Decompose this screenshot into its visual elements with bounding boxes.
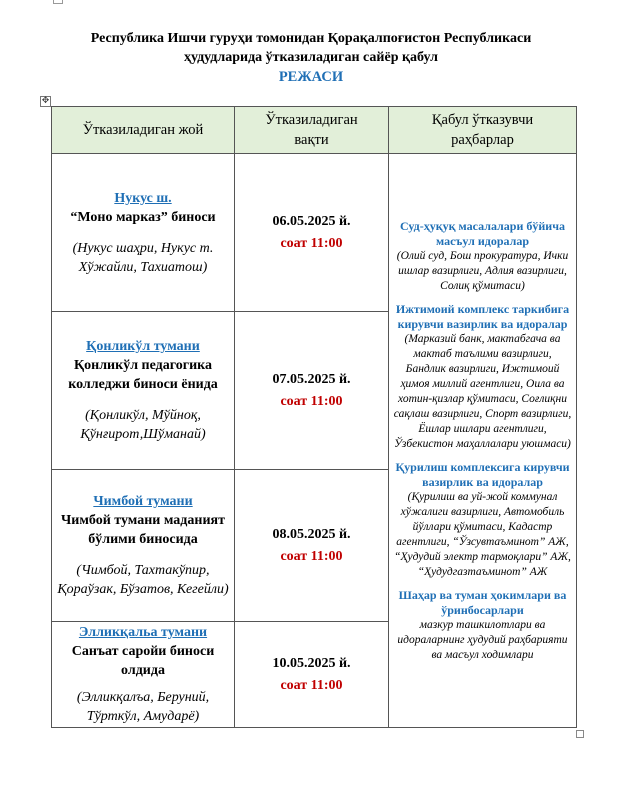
time-cell xyxy=(235,312,389,470)
place-cell xyxy=(52,312,235,470)
leader-group-details: (Марказий банк, мактабгача ва мактаб таълими вазирлиги, Бандлик вазирлиги, Ижтимоий ҳимоя миллий агентлиги, Оила ва хотин-қизлар қўмитаси, Соғлиқни сақлаш вазирлиги, Спорт вазирлиги, Ёшлар ишлари агентлиги, Ўзбекистон маҳаллалари уюшмаси) xyxy=(393,332,572,450)
covered-areas: (Қонликўл, Мўйноқ, Қўнғирот,Шўманай) xyxy=(80,408,206,442)
leader-group xyxy=(392,588,573,663)
leader-group xyxy=(392,460,573,580)
district-name: Элликқальа тумани xyxy=(78,625,208,640)
doc-title-line1: Республика Ишчи гуруҳи томонидан Қорақалпоғистон Республикаси xyxy=(90,31,532,46)
header-place: Ўтказиладиган жой xyxy=(52,107,235,154)
district-name: Қонликўл тумани xyxy=(86,339,200,354)
time-cell xyxy=(235,622,389,728)
leader-group-heading: Ижтимоий комплекс таркибига кирувчи вазирлик ва идоралар xyxy=(395,301,570,331)
header-leaders: Қабул ўтказувчи раҳбарлар xyxy=(389,107,577,154)
leader-group-details: (Қурилиш ва уй-жой коммунал хўжалиги вазирлиги, Автомобиль йўллари қўмитаси, Кадастр агентлиги, “Ўзсувтаъминот” АЖ, “Ҳудудий электр тармоқлари” АЖ, “Ҳудудгазтаъминот” АЖ xyxy=(394,490,571,578)
table-move-handle-icon[interactable]: ✥ xyxy=(41,96,50,106)
place-cell xyxy=(52,470,235,622)
page-corner-mark xyxy=(53,0,63,4)
time: соат 11:00 xyxy=(280,235,343,251)
table-row xyxy=(52,154,577,312)
leader-group xyxy=(392,219,573,294)
leader-group-heading: Суд-ҳуқуқ масалалари бўйича масъул идоралар xyxy=(400,218,565,248)
table-header-row xyxy=(52,107,577,154)
time: соат 11:00 xyxy=(280,393,343,409)
time: соат 11:00 xyxy=(280,677,343,693)
doc-title-line3: РЕЖАСИ xyxy=(278,69,344,85)
table-resize-handle[interactable] xyxy=(576,730,584,738)
time: соат 11:00 xyxy=(280,548,343,564)
header-time: Ўтказиладиган вақти xyxy=(235,107,389,154)
covered-areas: (Элликқалъа, Беруний, Тўрткўл, Амударё) xyxy=(76,690,210,724)
leaders-cell xyxy=(389,154,577,728)
leader-group-details: (Олий суд, Бош прокуратура, Ички ишлар вазирлиги, Адлия вазирлиги, Солиқ қўмитаси) xyxy=(396,249,569,292)
covered-areas: (Чимбой, Тахтакўпир, Қораўзак, Бўзатов, Кегейли) xyxy=(57,563,229,597)
venue: “Моно марказ” биноси xyxy=(70,209,216,225)
doc-title-line2: ҳудудларида ўтказиладиган сайёр қабул xyxy=(183,50,439,65)
date: 07.05.2025 й. xyxy=(272,371,351,387)
venue: Чимбой тумани маданият бўлими биносида xyxy=(61,513,225,547)
leader-group xyxy=(392,302,573,452)
covered-areas: (Нукус шаҳри, Нукус т. Хўжайли, Тахиатош) xyxy=(72,240,214,275)
district-name: Нукус ш. xyxy=(114,190,172,206)
place-cell xyxy=(52,154,235,312)
leader-group-heading: Шаҳар ва туман ҳокимлари ва ўринбосарлари xyxy=(398,587,567,617)
leader-group-heading: Қурилиш комплексига кирувчи вазирлик ва идоралар xyxy=(395,459,570,489)
venue: Қонликўл педагогика колледжи биноси ёнида xyxy=(68,358,218,392)
leader-group-details: мазкур ташкилотлари ва идораларнинг ҳудудий раҳбарияти ва масъул ходимлари xyxy=(397,618,568,661)
date: 08.05.2025 й. xyxy=(272,526,351,542)
time-cell xyxy=(235,154,389,312)
date: 10.05.2025 й. xyxy=(272,655,351,671)
time-cell xyxy=(235,470,389,622)
date: 06.05.2025 й. xyxy=(272,213,351,229)
district-name: Чимбой тумани xyxy=(93,494,193,509)
schedule-table xyxy=(51,106,577,728)
place-cell xyxy=(52,622,235,728)
venue: Санъат саройи биноси олдида xyxy=(71,644,215,678)
